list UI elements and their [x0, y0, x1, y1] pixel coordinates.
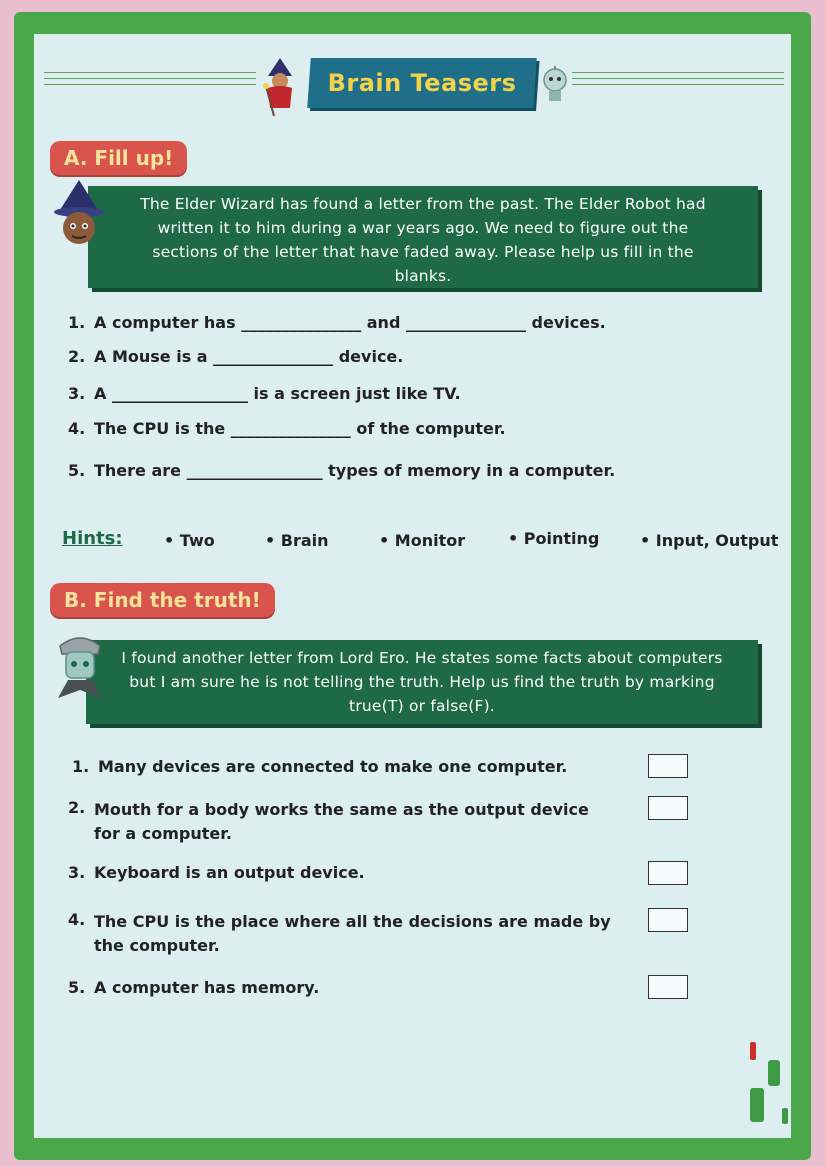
hint-item: • Two: [164, 531, 215, 550]
truth-statement-1: 1. Many devices are connected to make one computer.: [72, 757, 568, 776]
decorative-mark: [750, 1042, 756, 1060]
wizard-character-icon: [260, 56, 300, 120]
hints-label: Hints:: [62, 528, 123, 549]
hint-item: • Pointing: [508, 529, 600, 548]
decorative-mark: [768, 1060, 780, 1086]
fill-question-5: 5. There are _________________ types of memory in a computer.: [68, 461, 616, 480]
truth-statement-2: 2. Mouth for a body works the same as the output device for a computer.: [68, 798, 589, 843]
fill-question-2: 2. A Mouse is a _______________ device.: [68, 347, 404, 366]
hint-item: • Monitor: [379, 531, 466, 550]
elder-wizard-icon: [50, 180, 108, 260]
lord-ero-robot-icon: [54, 632, 106, 702]
fill-question-3: 3. A _________________ is a screen just like TV.: [68, 384, 461, 403]
truth-statement-4: 4. The CPU is the place where all the decisions are made by the computer.: [68, 910, 611, 955]
section-a-intro-text: The Elder Wizard has found a letter from the past. The Elder Robot had written it to him during a war years ago. We need to figure out the sections of the letter that have faded away. Please help us fill in the blanks.: [140, 195, 706, 285]
section-b-intro-panel: [86, 640, 758, 724]
decorative-mark: [750, 1088, 764, 1122]
true-false-box-2[interactable]: [648, 796, 688, 820]
true-false-box-5[interactable]: [648, 975, 688, 999]
true-false-box-4[interactable]: [648, 908, 688, 932]
hint-item: • Brain: [265, 531, 329, 550]
section-b-label: B. Find the truth!: [50, 583, 275, 617]
robot-character-icon: [538, 64, 572, 104]
header-rule-left: [44, 72, 256, 94]
fill-question-1: 1. A computer has _______________ and _______________ devices.: [68, 313, 606, 332]
section-a-intro-panel: [88, 186, 758, 288]
header-rule-right: [572, 72, 784, 94]
truth-statement-3: 3. Keyboard is an output device.: [68, 863, 365, 882]
page-title: Brain Teasers: [327, 69, 517, 97]
section-b-intro-text: I found another letter from Lord Ero. He states some facts about computers but I am sure he is not telling the truth. Help us find the truth by marking true(T) or false(F).: [121, 649, 723, 715]
hint-item: • Input, Output: [640, 531, 779, 550]
decorative-mark: [782, 1108, 788, 1124]
true-false-box-1[interactable]: [648, 754, 688, 778]
fill-question-4: 4. The CPU is the _______________ of the computer.: [68, 419, 506, 438]
section-a-label: A. Fill up!: [50, 141, 187, 175]
truth-statement-5: 5. A computer has memory.: [68, 978, 320, 997]
true-false-box-3[interactable]: [648, 861, 688, 885]
